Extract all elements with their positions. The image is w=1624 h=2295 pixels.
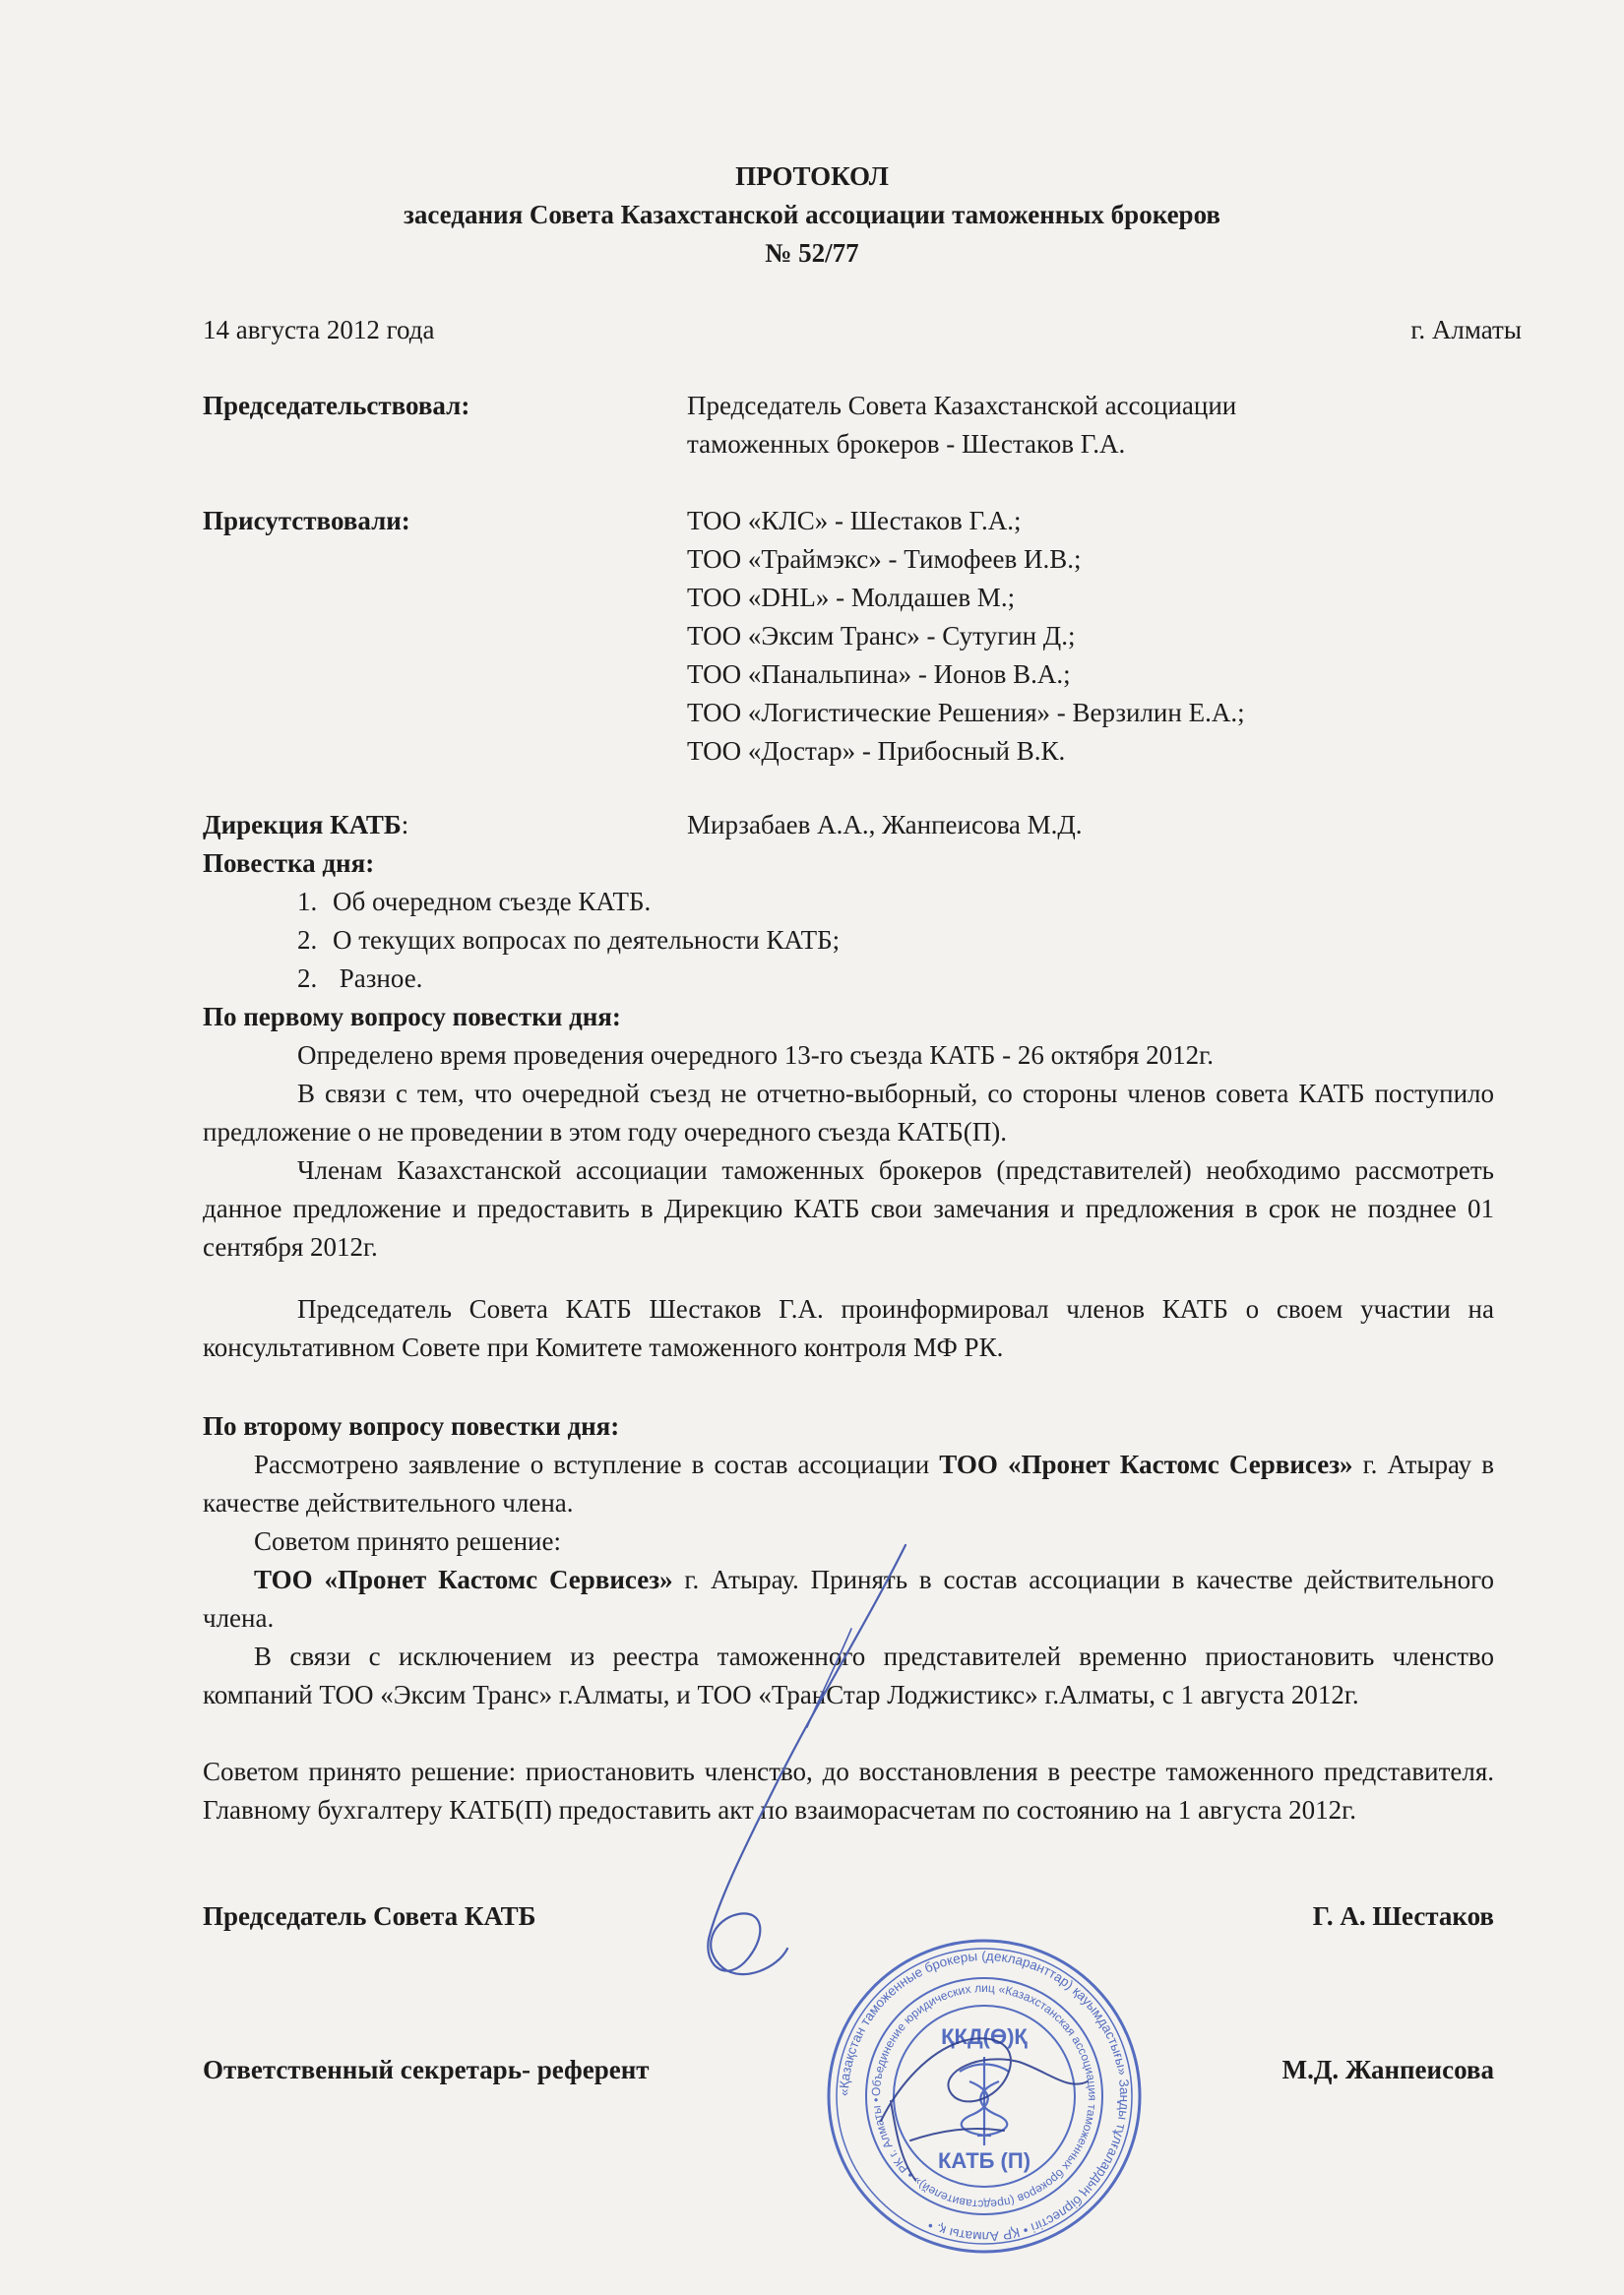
present-item: ТОО «Достар» - Прибосный В.К. [687,736,1066,766]
chair-signature [669,1535,925,1998]
agenda-item [297,883,651,921]
present-item: ТОО «Траймэкс» - Тимофеев И.В.; [687,544,1082,574]
q1-paragraph: Председатель Совета КАТБ Шестаков Г.А. проинформировал членов КАТБ о своем участии на консультативном Совете при Комитете таможенного контроля МФ РК. [203,1294,1494,1362]
q2-text: г. Атырау. Принять в состав ассоциации в качестве действительного члена. [203,1565,1494,1633]
seal-inner-text: Объединение юридических лиц «Казахстанская ассоциация таможенных брокеров (представителей)» • РК г. Алматы • [868,1980,1100,2212]
present-label: Присутствовали: [203,506,410,535]
directorate-value: Мирзабаев А.А., Жанпеисова М.Д. [687,810,1083,839]
present-item: ТОО «Эксим Транс» - Сутугин Д.; [687,621,1076,651]
q2-company-name: ТОО «Пронет Кастомс Сервисез» [939,1450,1353,1479]
agenda-item-number: 2. [297,925,318,955]
present-item: ТОО «DHL» - Молдашев М.; [687,583,1016,612]
seal-outer-text: «Қазақстан таможенные брокеры (декларанттар) қауымдастығы» Заңды тұлғалардың бірлестігі • ҚР Алматы қ. • [836,1948,1133,2245]
agenda-item [297,960,422,998]
agenda-item-text: Об очередном съезде КАТБ. [333,887,652,916]
present-item: ТОО «Панальпина» - Ионов В.А.; [687,659,1071,689]
secretary-title: Ответственный секретарь- референт [203,2055,650,2084]
chair-name: Г. А. Шестаков [1312,1901,1494,1931]
doc-number: № 52/77 [765,238,859,268]
q2-text: Рассмотрено заявление о вступление в состав ассоциации [254,1450,940,1479]
chaired-line-1: Председатель Совета Казахстанской ассоциации [687,391,1237,420]
agenda-item-number: 2. [297,963,318,993]
q2-paragraph: Советом принято решение: приостановить членство, до восстановления в реестре таможенного представителя. Главному бухгалтеру КАТБ(П) предоставить акт по взаиморасчетам по состоянию на 1 августа 2012г. [203,1757,1494,1825]
directorate-colon: : [401,810,409,839]
chaired-line-2: таможенных брокеров - Шестаков Г.А. [687,429,1126,459]
q2-company-name: ТОО «Пронет Кастомс Сервисез» [254,1565,673,1594]
doc-title: ПРОТОКОЛ [735,161,889,191]
agenda-item-number: 1. [297,887,318,916]
agenda-item-text: Разное. [333,963,423,993]
agenda-item-text: О текущих вопросах по деятельности КАТБ; [333,925,841,955]
present-item: ТОО «Логистические Решения» - Верзилин Е.А.; [687,698,1245,727]
q1-paragraph: В связи с тем, что очередной съезд не отчетно-выборный, со стороны членов совета КАТБ поступило предложение о не проведении в этом году очередного съезда КАТБ(П). [203,1079,1494,1147]
q1-paragraph: Членам Казахстанской ассоциации таможенных брокеров (представителей) необходимо рассмотреть данное предложение и предоставить в Дирекцию КАТБ свои замечания и предложения в срок не позднее 01 сентября 2012г. [203,1155,1494,1262]
seal-top-text: ҚКД(Ө)Қ [941,2024,1028,2049]
q1-heading: По первому вопросу повестки дня: [203,1002,621,1031]
q2-paragraph [203,1446,1494,1522]
doc-subtitle: заседания Совета Казахстанской ассоциации таможенных брокеров [404,200,1220,229]
doc-date: 14 августа 2012 года [203,315,435,344]
q1-paragraph: Определено время проведения очередного 13-го съезда КАТБ - 26 октября 2012г. [297,1040,1214,1070]
q2-heading: По второму вопросу повестки дня: [203,1411,620,1441]
q2-paragraph: Советом принято решение: [254,1526,561,1556]
secretary-name: М.Д. Жанпеисова [1281,2055,1494,2084]
directorate-label-row [203,806,408,844]
chaired-label: Председательствовал: [203,391,470,420]
present-item: ТОО «КЛС» - Шестаков Г.А.; [687,506,1022,535]
seal-center-text: КАТБ (П) [937,2148,1031,2173]
agenda-label: Повестка дня: [203,848,375,878]
official-seal [822,1934,1147,2259]
chair-title: Председатель Совета КАТБ [203,1901,536,1931]
agenda-item [297,921,840,960]
directorate-label: Дирекция КАТБ [203,810,402,839]
doc-city: г. Алматы [1410,315,1522,344]
q2-paragraph: В связи с исключением из реестра таможенного представителей временно приостановить членство компаний ТОО «Эксим Транс» г.Алматы, и ТОО «ТранСтар Лоджистикс» г.Алматы, с 1 августа 2012г. [203,1642,1494,1709]
q2-text: г. Атырау в качестве действительного члена. [203,1450,1494,1518]
